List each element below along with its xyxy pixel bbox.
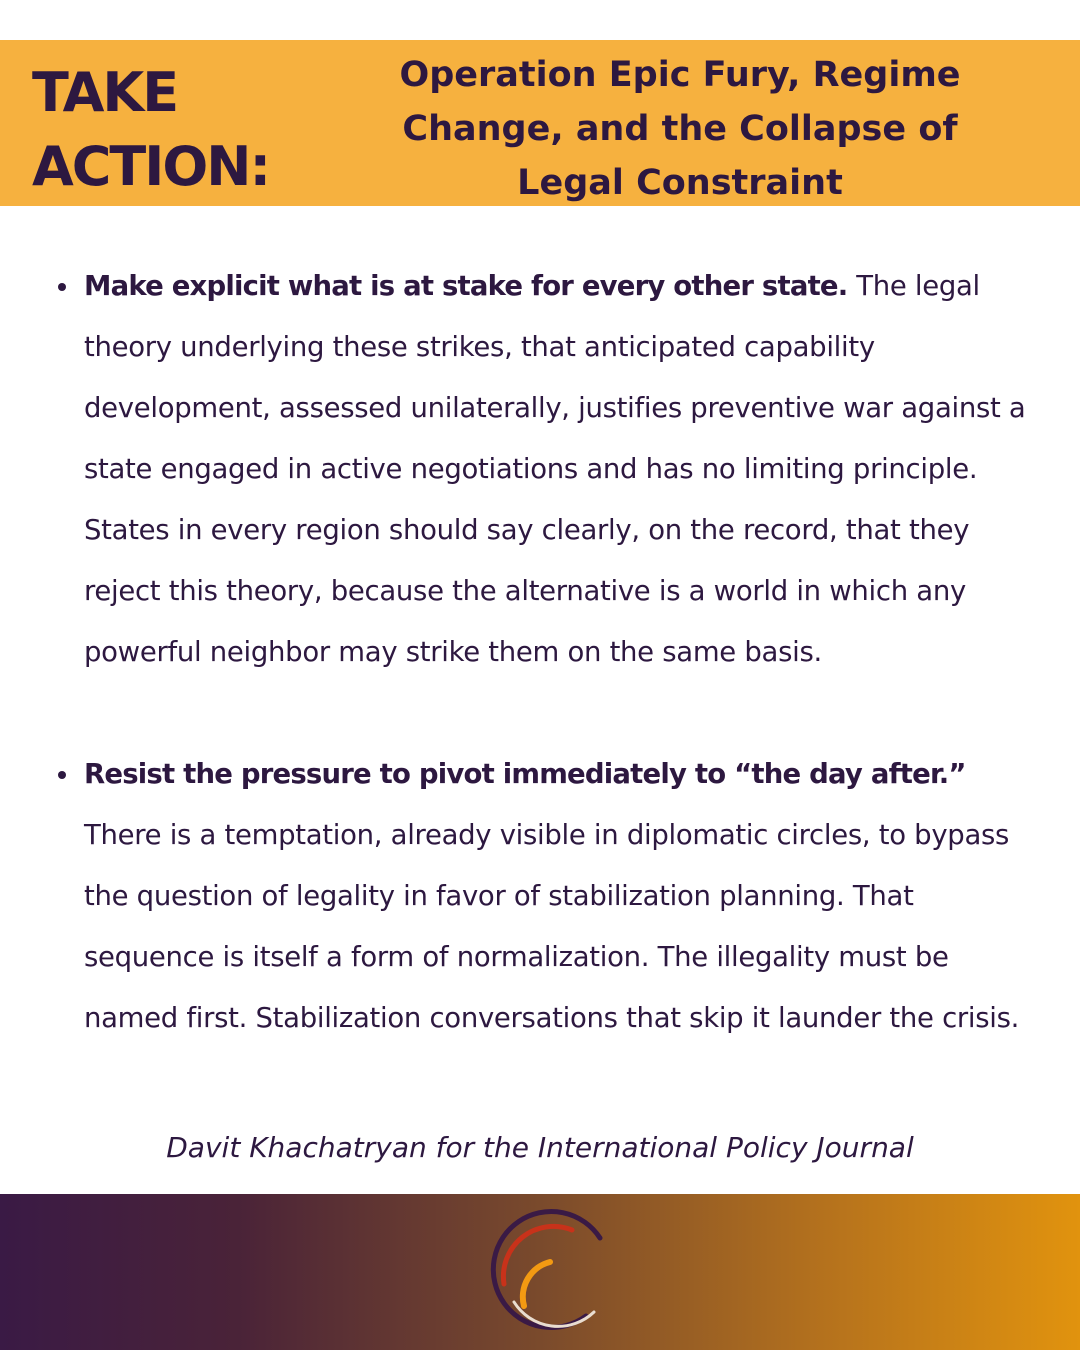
bullet-dot-icon <box>58 283 66 291</box>
logo-orange-arc <box>523 1262 550 1306</box>
logo-red-arc <box>503 1226 572 1284</box>
take-action-line1: TAKE <box>32 61 178 124</box>
list-item <box>50 256 1050 683</box>
bullet-body: There is a temptation, already visible in diplomatic circles, to bypass the question of legality in favor of stabilization planning. That sequence is itself a form of normalization. The illegality must be named first. Stabilization conversations that skip it launder the crisis. <box>84 819 1020 1034</box>
bullet-list <box>50 256 1050 1049</box>
bullet-dot-icon <box>58 771 66 779</box>
take-action-line2: ACTION: <box>32 135 270 198</box>
byline: Davit Khachatryan for the International Policy Journal <box>166 1131 914 1164</box>
list-item <box>50 744 1050 1049</box>
page-title: Operation Epic Fury, Regime Change, and the Collapse of Legal Constraint <box>399 55 961 203</box>
take-action-label <box>32 56 332 204</box>
journal-logo-icon <box>488 1206 612 1336</box>
bullet-body: The legal theory underlying these strikes, that anticipated capability development, assessed unilaterally, justifies preventive war against a state engaged in active negotiations and has no limiting principle. States in every region should say clearly, on the record, that they reject this theory, because the alternative is a world in which any powerful neighbor may strike them on the same basis. <box>84 270 1026 668</box>
bullet-lead: Make explicit what is at stake for every other state. <box>84 270 857 302</box>
bullet-lead: Resist the pressure to pivot immediately to “the day after.” <box>84 758 966 790</box>
